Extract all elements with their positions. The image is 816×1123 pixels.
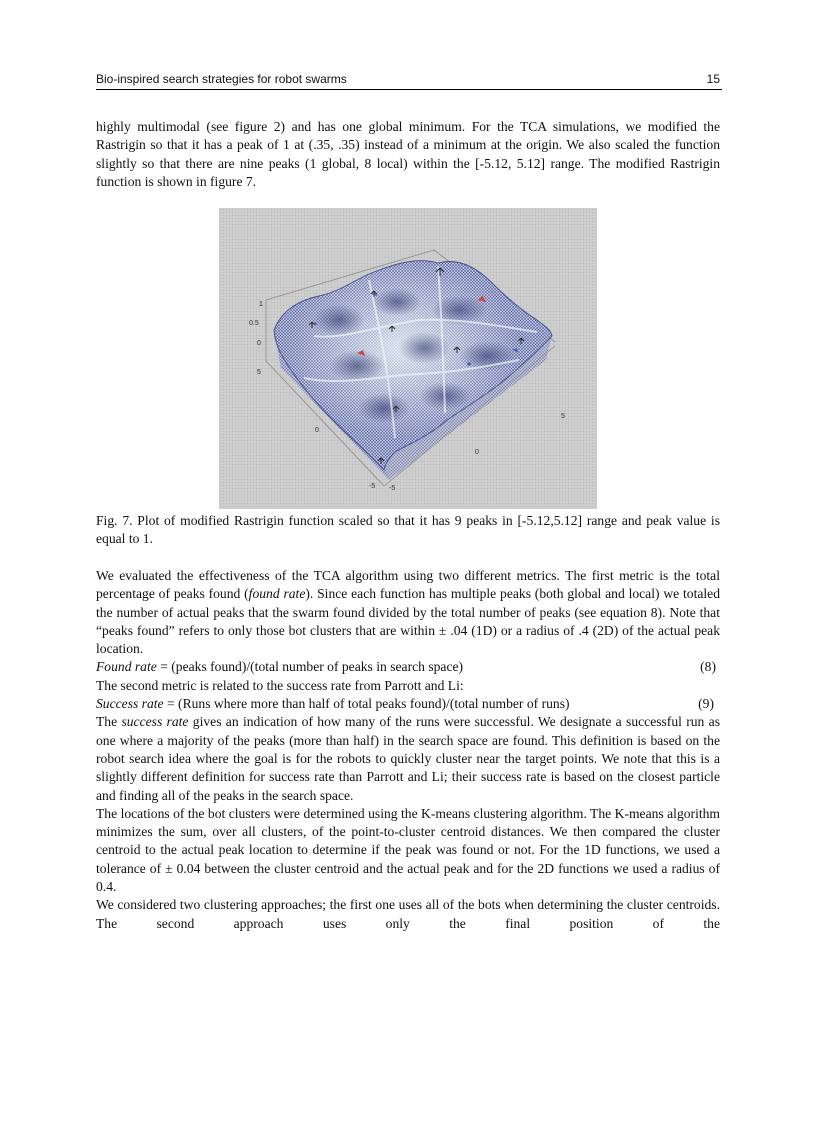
paragraph-kmeans: The locations of the bot clusters were determined using the K-means clustering algorithm. The K-means algorithm minimizes the sum, over all clusters, of the point-to-cluster centroid distances. We then compared the cluster centroid to the actual peak location to determine if the peak was found or not. For the 1D functions, we used a tolerance of ± 0.04 between the cluster centroid and the actual peak and for the 2D functions we used a radius of 0.4. — [96, 805, 720, 895]
paragraph-clustering: We considered two clustering approaches; the first one uses all of the bots when determining the cluster centroids. The second approach uses only the final position of the — [96, 897, 720, 931]
z-tick-5: 5 — [257, 369, 261, 376]
paragraph-metrics-text: We evaluated the effectiveness of the TCA algorithm using two different metrics. The first metric is the total percentage of peaks found (found rate). Since each function has multiple peaks (both global and local) we totaled the number of actual peaks that the swarm found divided by the total number of peaks (see equation 8). Note that “peaks found” refers to only those bot clusters that are within ± .04 (1D) or a radius of .4 (2D) of the actual peak location. — [96, 568, 720, 657]
p3-term: success rate — [121, 714, 189, 730]
p3-after: gives an indication of how many of the runs were successful. We designate a successful run as one where a majority of the peaks (more than half) in the search space are found. This definition is based on the robot search idea where the goal is for the robots to quickly cluster near the target points. We note that this is a slightly different definition for success rate than Parrott and Li; their success rate is based on the closest particle and finding all of the peaks in the search space. — [96, 714, 720, 803]
right-axis-tick-0: 0 — [475, 449, 479, 456]
equation-9-number: (9) — [698, 696, 714, 712]
figure-7-rastrigin-surface — [219, 208, 597, 509]
equation-8-rest: = (peaks found)/(total number of peaks in search space) — [156, 659, 464, 675]
page-number: 15 — [706, 72, 720, 86]
equation-8-body — [96, 658, 463, 676]
paragraph-metrics — [96, 567, 720, 658]
p3-before: The — [96, 714, 122, 730]
running-title: Bio-inspired search strategies for robot swarms — [96, 72, 347, 86]
body-section — [96, 567, 720, 933]
equation-8-number: (8) — [700, 659, 716, 675]
z-tick-1: 1 — [259, 301, 263, 308]
right-axis-tick-neg5: -5 — [389, 485, 396, 492]
left-axis-tick-0: 0 — [315, 427, 319, 434]
z-tick-0-5: 0.5 — [249, 320, 259, 327]
equation-8-term: Found rate — [96, 659, 157, 675]
left-axis-tick-neg5: -5 — [369, 483, 376, 490]
figure-caption — [96, 512, 720, 549]
equation-9-term: Success rate — [96, 696, 164, 712]
equation-9 — [96, 695, 720, 713]
paragraph-text: highly multimodal (see figure 2) and has one global minimum. For the TCA simulations, we modified the Rastrigin so that it has a peak of 1 at (.35, .35) instead of a minimum at the origin. We also scaled the function slightly so that there are nine peaks (1 global, 8 local) within the [-5.12, 5.12] range. The modified Rastrigin function is shown in figure 7. — [96, 119, 720, 189]
equation-9-body — [96, 695, 570, 713]
paragraph-success-rate — [96, 713, 720, 804]
equation-8 — [96, 658, 720, 676]
found-rate-term: found rate — [248, 586, 306, 602]
caption-text: Fig. 7. Plot of modified Rastrigin function scaled so that it has 9 peaks in [-5.12,5.12] range and peak value is equal to 1. — [96, 513, 720, 547]
equation-9-rest: = (Runs where more than half of total peaks found)/(total number of runs) — [163, 696, 570, 712]
second-metric-line: The second metric is related to the success rate from Parrott and Li: — [96, 677, 464, 693]
z-tick-0: 0 — [257, 340, 261, 347]
surface-plot — [219, 208, 597, 509]
right-axis-tick-5: 5 — [561, 413, 565, 420]
body-paragraph-1 — [96, 118, 720, 191]
running-header — [96, 71, 722, 90]
